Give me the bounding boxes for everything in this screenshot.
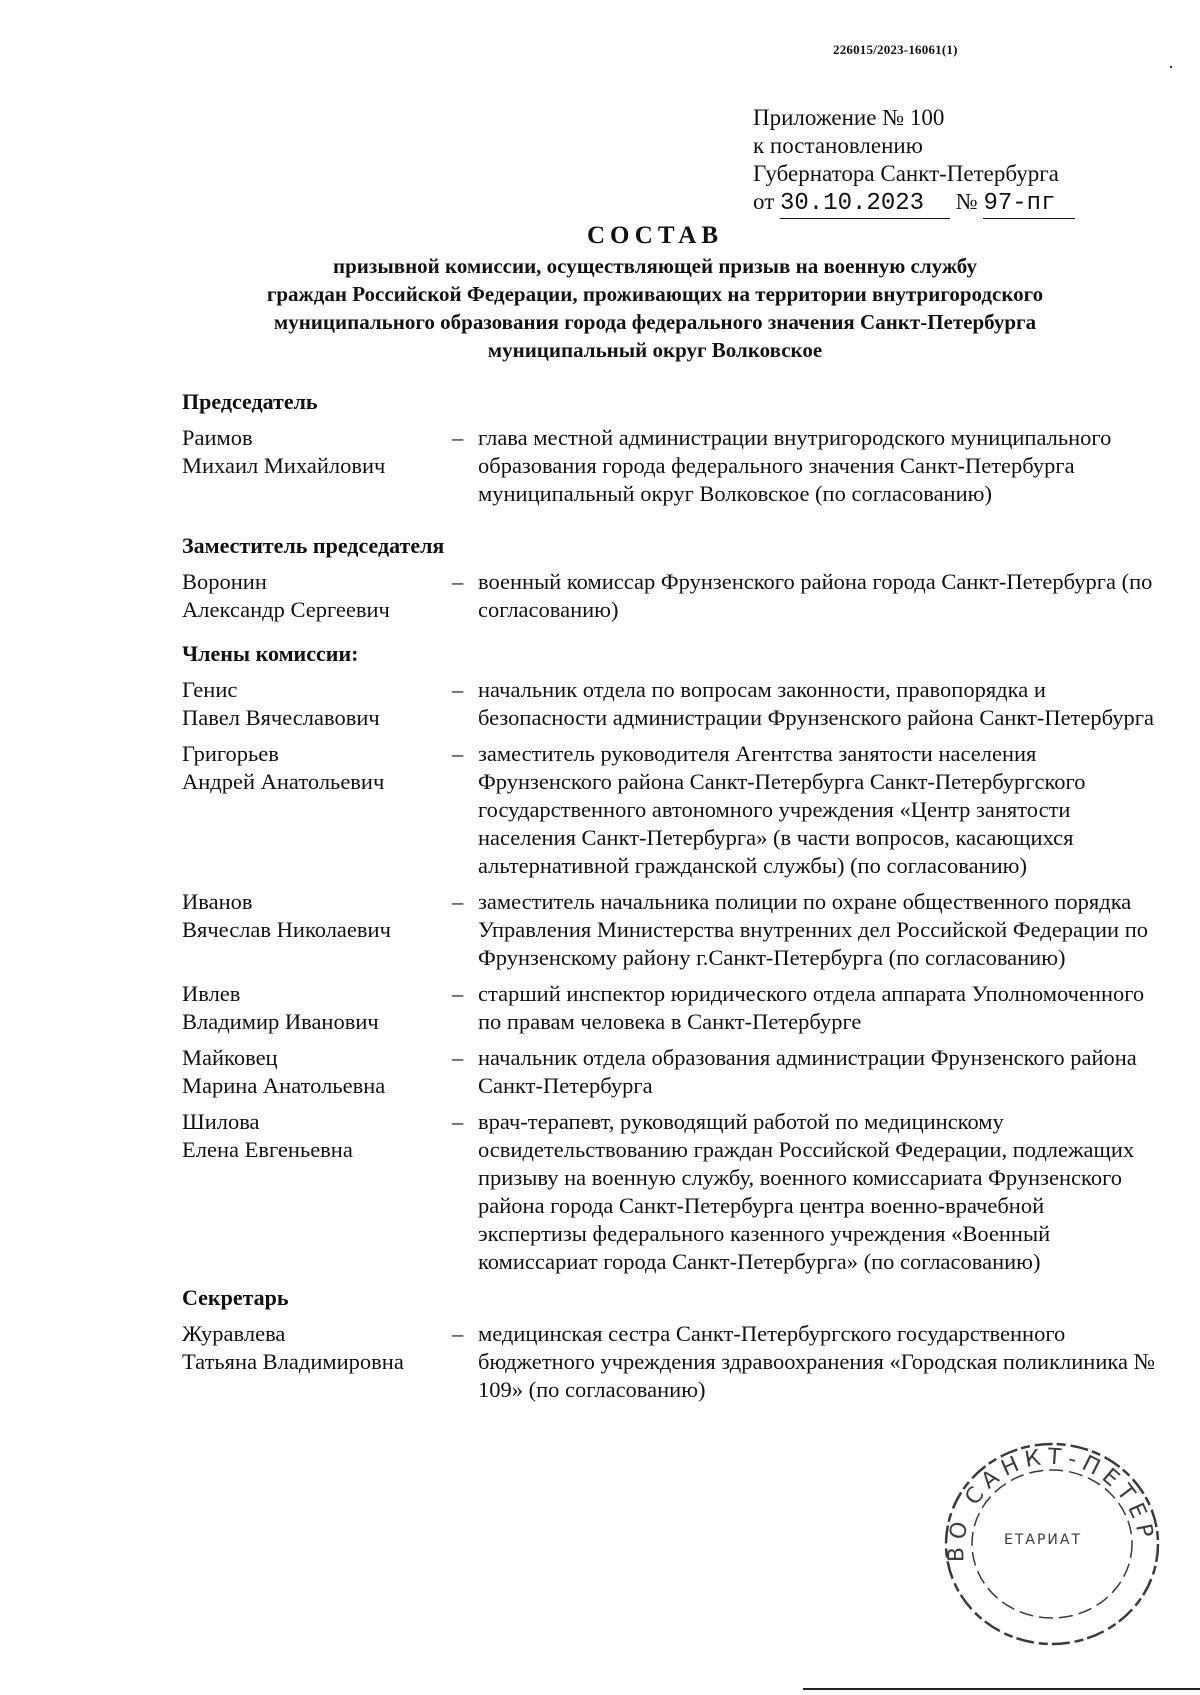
dash: – <box>452 1321 464 1346</box>
section-heading: Члены комиссии: <box>182 641 359 666</box>
member-given-name: Павел Вячеславович <box>182 705 380 730</box>
subtitle-line: граждан Российской Федерации, проживающих на территории внутригородского <box>266 282 1044 306</box>
section-secretary <box>182 1284 1182 1404</box>
number-prefix: № <box>955 189 978 214</box>
member-surname: Ивлев <box>182 981 241 1006</box>
member-role: заместитель руководителя Агентства занятости населения Фрунзенского района Санкт-Петербурга Санкт-Петербургского государственного автономного учреждения «Центр занятости населения Санкт-Петербурга» (в части вопросов, касающихся альтернативной гражданской службы) (по согласованию) <box>478 741 1086 878</box>
dash: – <box>452 569 464 594</box>
decree-date: 30.10.2023 <box>780 190 950 219</box>
dash: – <box>452 889 464 914</box>
member-role: заместитель начальника полиции по охране общественного порядка Управления Министерства внутренних дел Российской Федерации по Фрунзенскому району г.Санкт-Петербурга (по согласованию) <box>478 889 1149 970</box>
page-title: СОСТАВ <box>586 222 724 249</box>
member-name <box>182 1320 442 1376</box>
dash: – <box>452 677 464 702</box>
appendix-block <box>753 104 1075 219</box>
member-entry <box>182 568 1182 624</box>
decree-number: 97-пг <box>983 190 1075 219</box>
member-surname: Генис <box>182 677 238 702</box>
dash: – <box>452 741 464 766</box>
appendix-line-2: к постановлению <box>753 133 923 158</box>
member-surname: Иванов <box>182 889 253 914</box>
member-given-name: Владимир Иванович <box>182 1009 379 1034</box>
member-name <box>182 740 442 796</box>
section-members <box>182 640 1182 1276</box>
member-name <box>182 1044 442 1100</box>
dash: – <box>452 425 464 450</box>
appendix-reference <box>753 188 1075 219</box>
member-given-name: Марина Анатольевна <box>182 1073 386 1098</box>
member-given-name: Андрей Анатольевич <box>182 769 385 794</box>
member-given-name: Александр Сергеевич <box>182 597 390 622</box>
subtitle-line: призывной комиссии, осуществляющей призыв на военную службу <box>333 254 977 278</box>
section-heading: Заместитель председателя <box>182 533 445 558</box>
member-name <box>182 980 442 1036</box>
member-given-name: Елена Евгеньевна <box>182 1137 353 1162</box>
member-role: начальник отдела по вопросам законности, правопорядка и безопасности администрации Фрунзенского района Санкт-Петербурга <box>478 677 1154 730</box>
document-id: 226015/2023-16061(1) <box>833 42 958 57</box>
appendix-line-3: Губернатора Санкт-Петербурга <box>753 161 1059 186</box>
member-role: медицинская сестра Санкт-Петербургского государственного бюджетного учреждения здравоохранения «Городская поликлиника № 109» (по согласованию) <box>478 1321 1156 1402</box>
section-chairman <box>182 388 1182 508</box>
member-given-name: Татьяна Владимировна <box>182 1349 404 1374</box>
member-role: начальник отдела образования администрации Фрунзенского района Санкт-Петербурга <box>478 1045 1137 1098</box>
member-entry <box>182 888 1182 972</box>
member-surname: Григорьев <box>182 741 279 766</box>
member-role: военный комиссар Фрунзенского района города Санкт-Петербурга (по согласованию) <box>478 569 1153 622</box>
member-role: глава местной администрации внутригородского муниципального образования города федерального значения Санкт-Петербурга муниципальный округ Волковское (по согласованию) <box>478 425 1112 506</box>
member-entry <box>182 424 1182 508</box>
member-entry <box>182 1108 1182 1276</box>
dash: – <box>452 1109 464 1134</box>
date-prefix: от <box>753 189 775 214</box>
member-entry <box>182 676 1182 732</box>
dash: – <box>452 981 464 1006</box>
section-deputy <box>182 532 1182 624</box>
member-role: врач-терапевт, руководящий работой по медицинскому освидетельствованию граждан Российской Федерации, подлежащих призыву на военную службу, военного комиссариата Фрунзенского района города Санкт-Петербурга центра военно-врачебной экспертизы федерального казенного учреждения «Военный комиссариат города Санкт-Петербурга» (по согласованию) <box>478 1109 1135 1274</box>
subtitle-line: муниципального образования города федерального значения Санкт-Петербурга <box>273 310 1037 334</box>
member-name <box>182 424 442 480</box>
member-surname: Раимов <box>182 425 253 450</box>
member-given-name: Вячеслав Николаевич <box>182 917 391 942</box>
scan-speck <box>1170 66 1172 68</box>
member-surname: Шилова <box>182 1109 260 1134</box>
member-surname: Воронин <box>182 569 267 594</box>
stamp-inner-text: ЕТАРИАТ <box>1004 1532 1083 1548</box>
appendix-line-1: Приложение № 100 <box>753 105 945 130</box>
page-subtitle <box>0 252 1200 364</box>
section-heading: Секретарь <box>182 1285 289 1310</box>
member-entry <box>182 980 1182 1036</box>
member-name <box>182 568 442 624</box>
member-entry <box>182 1044 1182 1100</box>
member-name <box>182 1108 442 1164</box>
member-given-name: Михаил Михайлович <box>182 453 386 478</box>
subtitle-line: муниципальный округ Волковское <box>487 338 823 362</box>
commission-list <box>182 388 1182 1412</box>
official-stamp <box>934 1432 1169 1654</box>
member-name <box>182 676 442 732</box>
stamp-outer-text: ВО САНКТ-ПЕТЕР <box>944 1444 1159 1563</box>
dash: – <box>452 1045 464 1070</box>
member-role: старший инспектор юридического отдела аппарата Уполномоченного по правам человека в Санкт-Петербурге <box>478 981 1145 1034</box>
member-name <box>182 888 442 944</box>
page-edge-line <box>803 1688 1200 1690</box>
member-entry <box>182 740 1182 880</box>
section-heading: Председатель <box>182 389 318 414</box>
member-entry <box>182 1320 1182 1404</box>
member-surname: Журавлева <box>182 1321 286 1346</box>
member-surname: Майковец <box>182 1045 278 1070</box>
